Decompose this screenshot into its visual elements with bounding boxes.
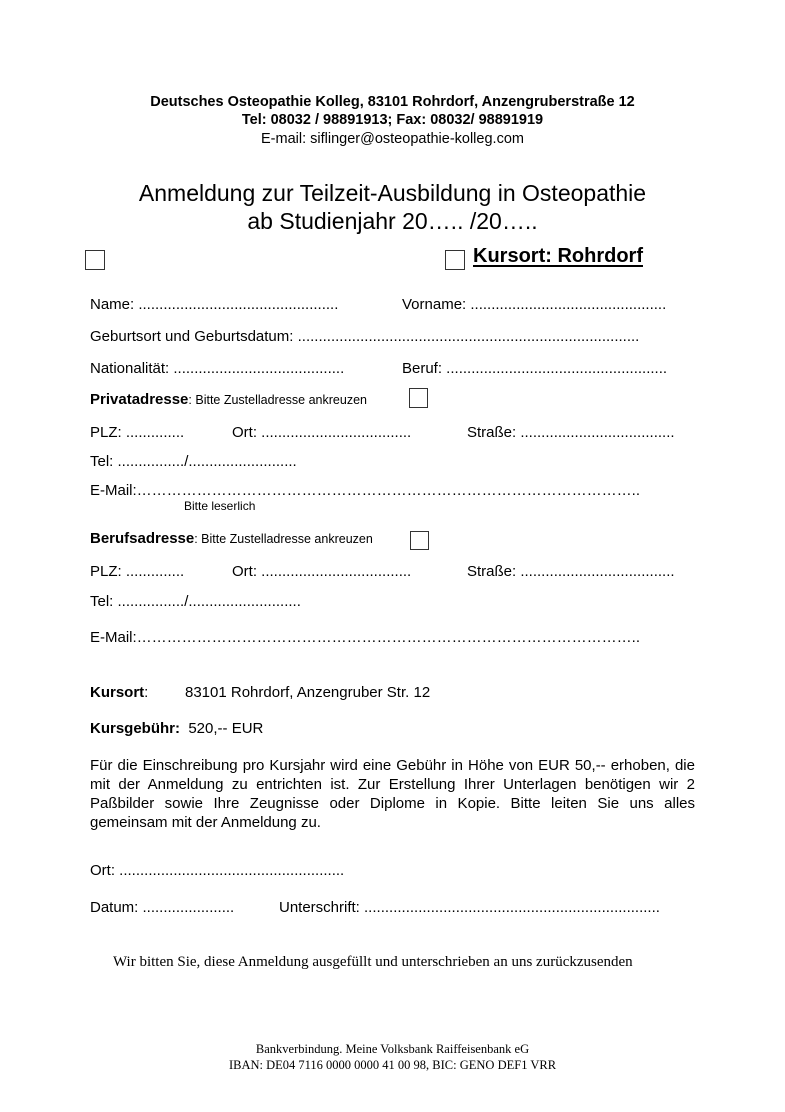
location-option-left-checkbox[interactable] [85,250,105,270]
private-address-title: Privatadresse [90,391,189,408]
business-ort-field[interactable]: Ort: .................................... [232,563,412,580]
private-strasse-field[interactable]: Straße: ..................................... [467,424,675,441]
business-address-title: Berufsadresse [90,530,195,547]
profession-field[interactable]: Beruf: ..................................................... [402,360,668,377]
private-email-field[interactable]: E-Mail:……………………………………………………………………………………….. [90,482,641,499]
private-tel-field[interactable]: Tel: ................/.......................... [90,453,297,470]
location-rohrdorf-checkbox[interactable] [445,250,465,270]
institute-email: E-mail: siflinger@osteopathie-kolleg.com [261,131,524,147]
business-email-field[interactable]: E-Mail:……………………………………………………………………………………….. [90,629,641,646]
enrollment-info-paragraph: Für die Einschreibung pro Kursjahr wird eine Gebühr in Höhe von EUR 50,-- erhoben, die mit der Anmeldung zu entrichten ist. Zur Erstellung Ihrer Unterlagen benötigen wir 2 Paßbilder sowie Ihre Zeugnisse oder Diplome in Kopie. Bitte leiten Sie uns alles gemeinsam mit der Anmeldung zu. [90,757,695,831]
signature-ort-field[interactable]: Ort: ...................................................... [90,862,345,879]
course-fee-value: 520,-- EUR [188,720,264,737]
birthplace-birthdate-field[interactable]: Geburtsort und Geburtsdatum: .................................................................................. [90,328,640,345]
form-subtitle-year: ab Studienjahr 20….. /20….. [247,208,538,234]
business-plz-field[interactable]: PLZ: .............. [90,563,185,580]
form-title: Anmeldung zur Teilzeit-Ausbildung in Osteopathie [138,180,647,206]
private-address-heading [90,391,367,409]
vorname-field[interactable]: Vorname: ............................................... [402,296,667,313]
private-ort-field[interactable]: Ort: .................................... [232,424,412,441]
iban-bic: IBAN: DE04 7116 0000 0000 41 00 98, BIC: GENO DEF1 VRR [228,1058,557,1072]
business-address-delivery-checkbox[interactable] [410,531,429,550]
kursort-colon: : [144,684,149,701]
kursort-value: 83101 Rohrdorf, Anzengruber Str. 12 [185,684,431,701]
private-plz-field[interactable]: PLZ: .............. [90,424,185,441]
signature-field[interactable]: Unterschrift: ....................................................................... [279,899,660,916]
course-fee [90,720,263,738]
private-address-hint: : Bitte Zustelladresse ankreuzen [188,393,367,407]
course-fee-label: Kursgebühr: [90,720,180,737]
institute-phone-fax: Tel: 08032 / 98891913; Fax: 08032/ 98891919 [241,112,544,128]
kursort-info [90,684,148,702]
institute-address: Deutsches Osteopathie Kolleg, 83101 Rohrdorf, Anzengruberstraße 12 [150,94,635,110]
return-instruction: Wir bitten Sie, diese Anmeldung ausgefüllt und unterschrieben an uns zurückzusenden [113,954,633,970]
kursort-rohrdorf-label: Kursort: Rohrdorf [473,245,643,267]
bank-details: Bankverbindung. Meine Volksbank Raiffeisenbank eG [255,1042,530,1056]
business-address-hint: : Bitte Zustelladresse ankreuzen [194,532,373,546]
business-strasse-field[interactable]: Straße: ..................................... [467,563,675,580]
business-address-heading [90,530,373,548]
private-email-note: Bitte leserlich [184,499,256,513]
business-tel-field[interactable]: Tel: ................/........................... [90,593,301,610]
signature-date-field[interactable]: Datum: ...................... [90,899,235,916]
nationality-field[interactable]: Nationalität: ......................................... [90,360,345,377]
private-address-delivery-checkbox[interactable] [409,388,428,408]
kursort-label: Kursort [90,684,145,701]
name-field[interactable]: Name: ................................................ [90,296,339,313]
